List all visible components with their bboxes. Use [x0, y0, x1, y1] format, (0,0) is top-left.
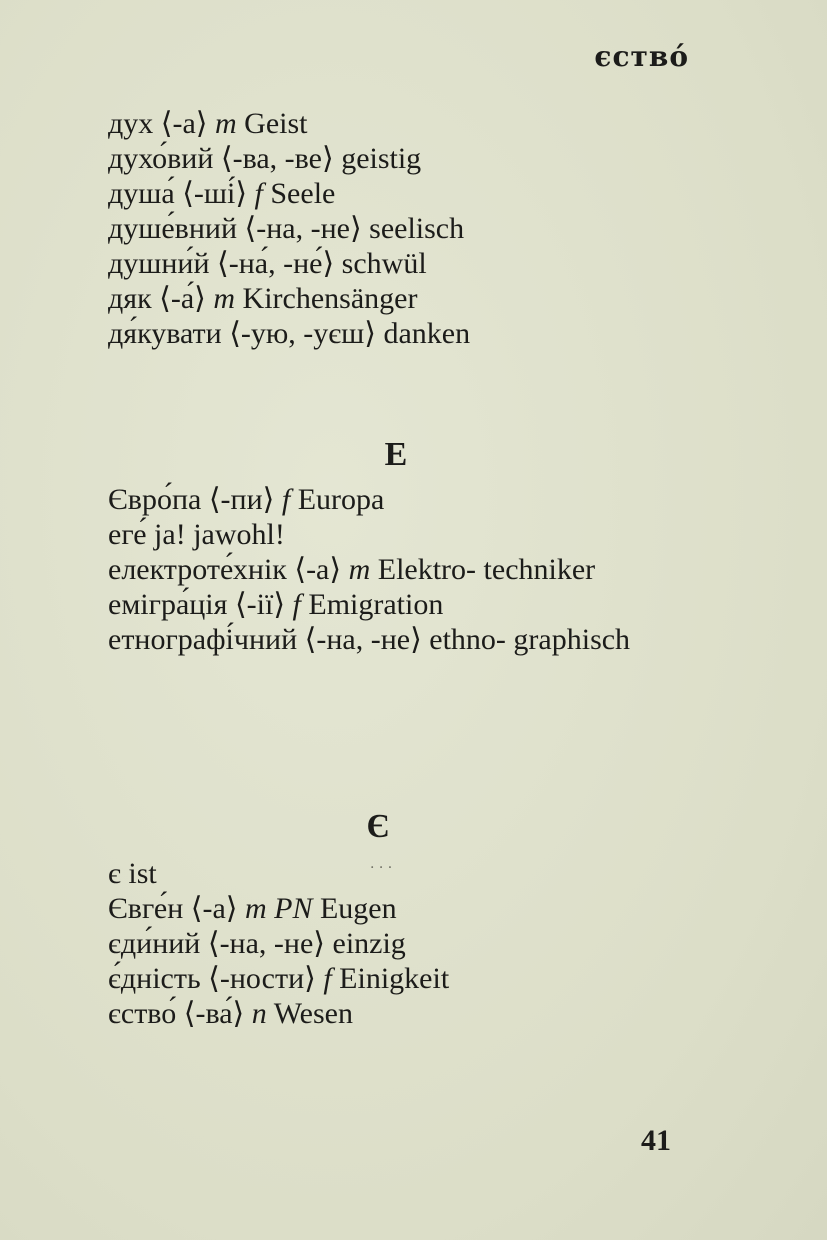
page-number: 41 — [641, 1124, 671, 1157]
section-e — [108, 482, 693, 657]
entry-yevropa: Євро́па ⟨-пи⟩ f Europa — [108, 483, 385, 516]
entry-yestvo: єство́ ⟨-ва́⟩ n Wesen — [108, 997, 353, 1030]
section-letter-ye: Є — [366, 808, 390, 845]
entry-emihratsiya: емігра́ція ⟨-ії⟩ f Emigration — [108, 588, 444, 621]
section-d — [108, 106, 693, 351]
print-smudge: · · · — [370, 860, 393, 876]
running-head: єство́ — [594, 40, 689, 73]
entry-yednist: є́дність ⟨-ности⟩ f Einigkeit — [108, 962, 450, 995]
section-ye — [108, 856, 693, 1031]
entry-dushnyi: душни́й ⟨-на́, -не́⟩ schwül — [108, 247, 427, 280]
entry-ehe: еге́ ja! jawohl! — [108, 518, 285, 551]
entry-elektrotekhnik: електроте́хнік ⟨-а⟩ m Elektro- techniker — [108, 553, 596, 586]
section-letter-e: Е — [384, 436, 408, 473]
entry-yedynyi: єди́ний ⟨-на, -не⟩ einzig — [108, 927, 406, 960]
entry-yevhen: Євге́н ⟨-а⟩ m PN Eugen — [108, 892, 397, 925]
entry-dyakuvaty: дя́кувати ⟨-ую, -уєш⟩ danken — [108, 317, 471, 350]
entry-etnohrafichnyi: етнографі́чний ⟨-на, -не⟩ ethno- graphisch — [108, 623, 631, 656]
entry-ye: є ist — [108, 857, 157, 890]
entry-dyak: дяк ⟨-а́⟩ m Kirchensänger — [108, 282, 418, 315]
entry-dusha: душа́ ⟨-ші́⟩ f Seele — [108, 177, 336, 210]
entry-dukhovyi: духо́вий ⟨-ва, -ве⟩ geistig — [108, 142, 422, 175]
entry-dushevnyi: душе́вний ⟨-на, -не⟩ seelisch — [108, 212, 465, 245]
entry-dukh: дух ⟨-а⟩ m Geist — [108, 107, 308, 140]
